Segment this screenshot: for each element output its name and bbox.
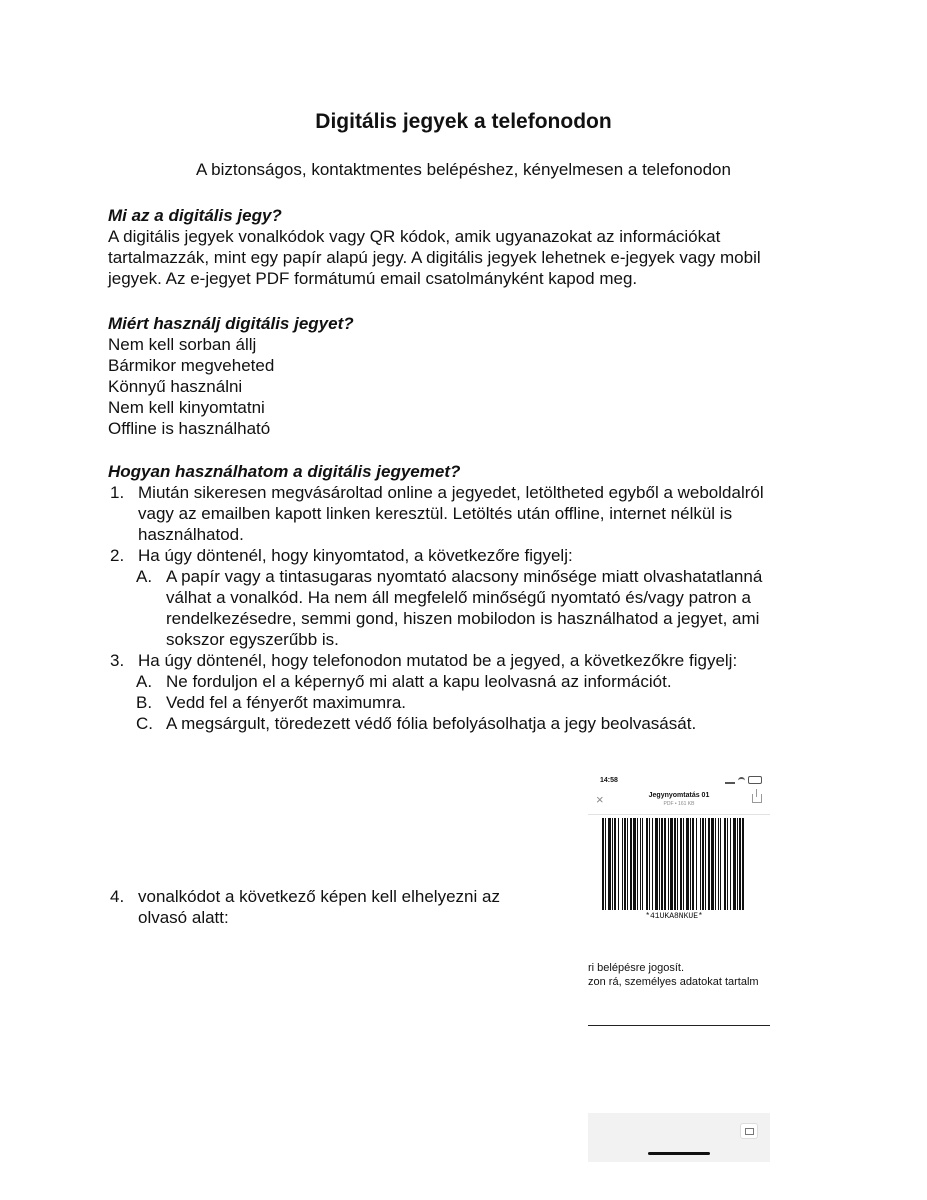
list-item: Bármikor megveheted bbox=[108, 356, 275, 375]
barcode-bar bbox=[711, 818, 714, 910]
item-number: 3. bbox=[110, 651, 125, 670]
item-line: olvasó alatt: bbox=[138, 908, 229, 927]
status-time: 14:58 bbox=[600, 776, 618, 784]
subitem-line: A megsárgult, töredezett védő fólia befolyásolhatja a jegy beolvasását. bbox=[166, 714, 697, 733]
barcode-bar bbox=[739, 818, 741, 910]
barcode-bar bbox=[640, 818, 641, 910]
share-icon[interactable] bbox=[752, 794, 762, 803]
barcode-bar bbox=[614, 818, 616, 910]
document-meta: PDF • 161 KB bbox=[663, 801, 695, 807]
barcode-bar bbox=[655, 818, 658, 910]
barcode-bar bbox=[649, 818, 650, 910]
item-number: 2. bbox=[110, 546, 125, 565]
ticket-text-line: ri belépésre jogosít. bbox=[588, 962, 684, 974]
subitem-letter: C. bbox=[136, 714, 153, 733]
home-indicator bbox=[648, 1152, 710, 1155]
barcode-bar bbox=[677, 818, 678, 910]
barcode-bar bbox=[646, 818, 648, 910]
barcode-bar bbox=[661, 818, 663, 910]
barcode-bar bbox=[742, 818, 744, 910]
list-item: Nem kell sorban állj bbox=[108, 335, 257, 354]
item-line: Ha úgy döntenél, hogy kinyomtatod, a következőre figyelj: bbox=[138, 546, 573, 565]
numbered-item bbox=[108, 886, 548, 928]
item-line: használhatod. bbox=[138, 525, 244, 544]
numbered-item bbox=[108, 482, 828, 545]
section-how-to-use bbox=[108, 461, 828, 734]
barcode-bar bbox=[686, 818, 689, 910]
divider bbox=[588, 1025, 770, 1026]
barcode-image bbox=[600, 818, 748, 910]
item-line: Miután sikeresen megvásároltad online a jegyedet, letöltheted egyből a weboldalról bbox=[138, 483, 764, 502]
signal-icon bbox=[725, 776, 735, 784]
item-number: 1. bbox=[110, 483, 125, 502]
status-icons bbox=[725, 776, 762, 784]
item-number: 4. bbox=[110, 887, 125, 906]
item-line: vonalkódot a következő képen kell elhelyezni az bbox=[138, 887, 500, 906]
subitem-line: A papír vagy a tintasugaras nyomtató alacsony minősége miatt olvashatatlanná bbox=[166, 567, 763, 586]
markup-icon[interactable] bbox=[740, 1123, 758, 1139]
paragraph-line: jegyek. Az e-jegyet PDF formátumú email csatolmányként kapod meg. bbox=[108, 269, 638, 288]
barcode-bar bbox=[612, 818, 613, 910]
barcode-bar bbox=[680, 818, 682, 910]
barcode-bar bbox=[718, 818, 719, 910]
section-heading: Miért használj digitális jegyet? bbox=[108, 314, 354, 333]
numbered-item bbox=[108, 545, 828, 566]
barcode-bar bbox=[700, 818, 701, 910]
barcode-caption: *41UKA8NKUE* bbox=[645, 912, 703, 921]
numbered-item bbox=[108, 650, 828, 671]
barcode-bar bbox=[692, 818, 694, 910]
barcode-bar bbox=[708, 818, 710, 910]
subitem-line: Vedd fel a fényerőt maximumra. bbox=[166, 693, 407, 712]
barcode-bar bbox=[664, 818, 666, 910]
barcode-bar bbox=[652, 818, 653, 910]
barcode-bar bbox=[633, 818, 636, 910]
subitem-letter: A. bbox=[136, 567, 153, 586]
barcode-bar bbox=[696, 818, 697, 910]
barcode-bar bbox=[622, 818, 623, 910]
barcode-bar bbox=[668, 818, 669, 910]
barcode-bar bbox=[730, 818, 731, 910]
section-what-is bbox=[108, 205, 828, 289]
subitem-letter: B. bbox=[136, 693, 153, 712]
subitem-line: sokszor egyszerűbb is. bbox=[166, 630, 339, 649]
barcode-bar bbox=[705, 818, 706, 910]
barcode-bar bbox=[627, 818, 628, 910]
viewer-nav-bar bbox=[588, 788, 770, 815]
barcode-bar bbox=[618, 818, 619, 910]
lettered-subitem bbox=[108, 566, 828, 650]
barcode-bar bbox=[624, 818, 626, 910]
section-why-use bbox=[108, 313, 828, 439]
lettered-subitem bbox=[108, 671, 828, 692]
barcode-bar bbox=[720, 818, 721, 910]
barcode-bar bbox=[683, 818, 684, 910]
section-heading: Hogyan használhatom a digitális jegyemet? bbox=[108, 462, 461, 481]
lettered-subitem bbox=[108, 692, 828, 713]
status-bar bbox=[600, 774, 762, 786]
numbered-item-4 bbox=[108, 886, 548, 928]
document-title: Jegynyomtatás 01 bbox=[648, 792, 710, 799]
barcode-bar bbox=[702, 818, 704, 910]
barcode-bar bbox=[690, 818, 691, 910]
barcode-bar bbox=[724, 818, 726, 910]
subitem-letter: A. bbox=[136, 672, 153, 691]
barcode-bar bbox=[659, 818, 660, 910]
battery-icon bbox=[748, 776, 762, 784]
paragraph-line: A digitális jegyek vonalkódok vagy QR kódok, amik ugyanazokat az információkat bbox=[108, 227, 721, 246]
page-subtitle: A biztonságos, kontaktmentes belépéshez, kényelmesen a telefonodon bbox=[196, 160, 731, 179]
barcode-bar bbox=[637, 818, 638, 910]
list-item: Könnyű használni bbox=[108, 377, 243, 396]
list-item: Offline is használható bbox=[108, 419, 271, 438]
ticket-text-line: zon rá, személyes adatokat tartalm bbox=[588, 976, 759, 988]
barcode-bar bbox=[608, 818, 611, 910]
close-icon[interactable]: × bbox=[596, 792, 604, 807]
wifi-icon bbox=[738, 777, 745, 784]
subitem-line: Ne forduljon el a képernyő mi alatt a kapu leolvasná az információt. bbox=[166, 672, 672, 691]
section-heading: Mi az a digitális jegy? bbox=[108, 206, 282, 225]
barcode-bar bbox=[737, 818, 738, 910]
barcode-bar bbox=[630, 818, 632, 910]
list-item: Nem kell kinyomtatni bbox=[108, 398, 265, 417]
barcode-bar bbox=[642, 818, 643, 910]
lettered-subitem bbox=[108, 713, 828, 734]
barcode-bar bbox=[715, 818, 716, 910]
barcode-bar bbox=[602, 818, 604, 910]
barcode-bar bbox=[670, 818, 673, 910]
phone-screenshot bbox=[588, 770, 770, 1162]
page-title: Digitális jegyek a telefonodon bbox=[315, 110, 612, 133]
barcode-bar bbox=[733, 818, 736, 910]
paragraph-line: tartalmazzák, mint egy papír alapú jegy. A digitális jegyek lehetnek e-jegyek vagy mobil bbox=[108, 248, 761, 267]
barcode-bar bbox=[605, 818, 606, 910]
barcode-bar bbox=[727, 818, 728, 910]
item-line: Ha úgy döntenél, hogy telefonodon mutatod be a jegyed, a következőkre figyelj: bbox=[138, 651, 738, 670]
subitem-line: válhat a vonalkód. Ha nem áll megfelelő minőségű nyomtató és/vagy patron a bbox=[166, 588, 751, 607]
item-line: vagy az emailben kapott linken keresztül. Letöltés után offline, internet nélkül is bbox=[138, 504, 733, 523]
barcode-bar bbox=[674, 818, 676, 910]
subitem-line: rendelkezésedre, semmi gond, hiszen mobilodon is használhatod a jegyet, ami bbox=[166, 609, 760, 628]
